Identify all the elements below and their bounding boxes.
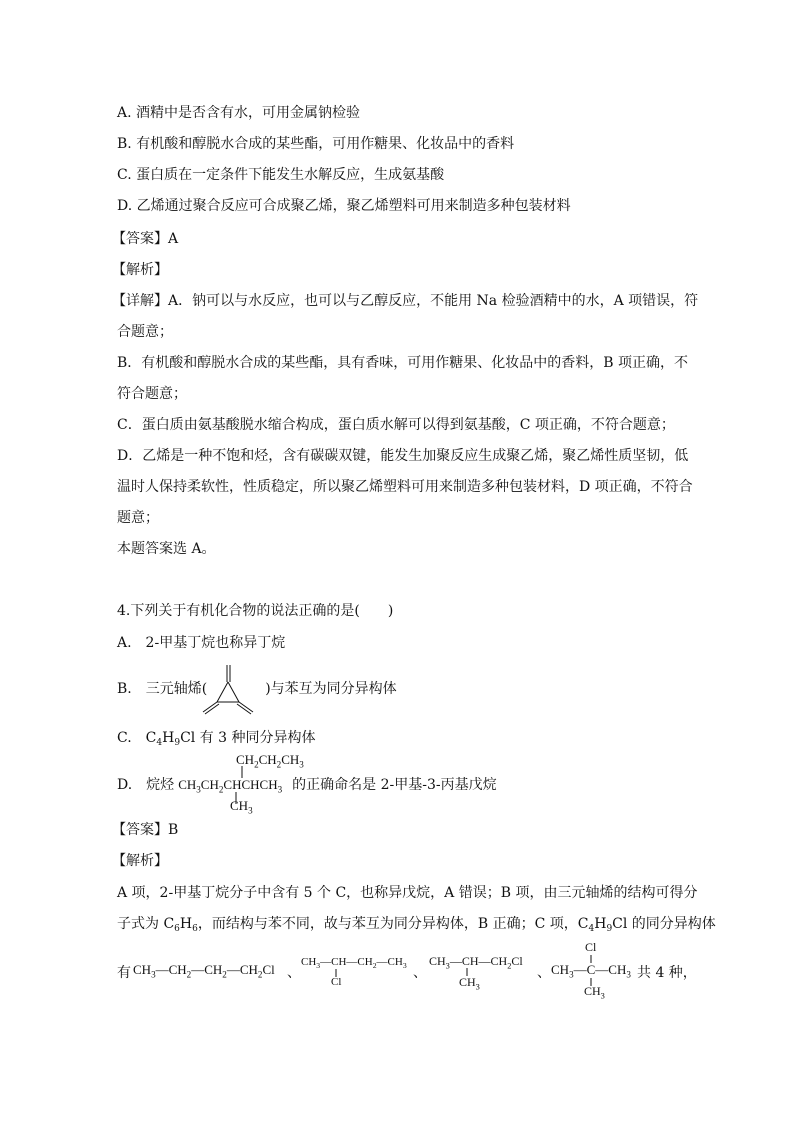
formula-h: H — [162, 730, 175, 746]
text: 子式为 C — [117, 916, 175, 932]
q3-detail-line: 合题意； — [117, 324, 173, 340]
subscript: 6 — [174, 924, 180, 934]
isomer-4-formula: $CH_3—C—CH_3$ — [551, 962, 631, 980]
q3-option-a: A. 酒精中是否含有水，可用金属钠检验 — [117, 105, 361, 121]
isomer-4-top-substituent: Cl — [585, 940, 597, 954]
q4-analysis-heading: 【解析】 — [112, 853, 168, 869]
q4-option-d-suffix: 的正确命名是 2-甲基-3-丙基戊烷 — [292, 777, 497, 793]
q4-option-b-suffix: )与苯互为同分异构体 — [265, 681, 397, 697]
q4-option-c-suffix: Cl 有 3 种同分异构体 — [180, 730, 316, 746]
separator: 、 — [413, 965, 427, 981]
q4-isomers-prefix: 有 — [117, 965, 131, 981]
q4-analysis-line — [117, 915, 716, 938]
q3-detail-line: 符合题意； — [117, 386, 187, 402]
q4-analysis-line: A 项，2-甲基丁烷分子中含有 5 个 C，也称异戊烷，A 错误；B 项，由三元轴烯的结构可得分 — [117, 885, 698, 901]
subscript: 9 — [606, 924, 613, 934]
q4-option-b-prefix: B. 三元轴烯( — [117, 681, 208, 697]
q3-conclusion: 本题答案选 A。 — [117, 541, 216, 557]
isomer-3-formula: $CH_3—CH—CH_2Cl$ — [429, 954, 523, 971]
subscript: 6 — [192, 924, 198, 934]
q3-option-c: C. 蛋白质在一定条件下能发生水解反应，生成氨基酸 — [117, 167, 445, 183]
q3-detail-line: B．有机酸和醇脱水合成的某些酯，具有香味，可用作糖果、化妆品中的香料，B 项正确，不 — [117, 355, 689, 371]
q4-isomers-suffix: 共 4 种， — [637, 965, 697, 981]
q3-detail-line: 题意； — [117, 510, 159, 526]
text: ，而结构与苯不同，故与苯互为同分异构体，B 正确；C 项，C — [197, 916, 589, 932]
text: Cl 的同分异构体 — [612, 916, 716, 932]
isomer-2-substituent: Cl — [331, 976, 342, 988]
subscript: 4 — [588, 924, 595, 934]
q3-option-b: B. 有机酸和醇脱水合成的某些酯，可用作糖果、化妆品中的香料 — [117, 136, 515, 152]
q3-answer: 【答案】A — [112, 231, 179, 247]
q4-answer: 【答案】B — [112, 822, 179, 838]
isomer-4-bottom-substituent: $CH_3$ — [584, 984, 605, 1001]
q3-detail-line: D．乙烯是一种不饱和烃，含有碳碳双键，能发生加聚反应生成聚乙烯，聚乙烯性质坚韧，低 — [117, 448, 689, 464]
radialene-structure-icon — [198, 660, 258, 720]
q3-detail-line: 【详解】A．钠可以与水反应，也可以与乙醇反应，不能用 Na 检验酒精中的水，A 项错误，符 — [112, 293, 699, 309]
q4-option-c — [117, 729, 316, 752]
q4-option-d-branch-top: $CH_2CH_2CH_3$ — [236, 752, 304, 770]
q4-option-d-branch-bottom: $CH_3$ — [230, 798, 253, 816]
q4-option-c-prefix: C. C — [117, 730, 157, 746]
separator: 、 — [537, 965, 551, 981]
q3-analysis-heading: 【解析】 — [112, 262, 168, 278]
formula-h: H — [594, 916, 607, 932]
formula-h: H — [179, 916, 193, 932]
q3-option-d: D. 乙烯通过聚合反应可合成聚乙烯，聚乙烯塑料可用来制造多种包装材料 — [117, 198, 571, 214]
q3-detail-line: 温时人保持柔软性，性质稳定，所以聚乙烯塑料可用来制造多种包装材料，D 项正确，不符合 — [117, 479, 693, 495]
isomer-1-formula: $CH_3—CH_2—CH_2—CH_2Cl$ — [133, 962, 275, 980]
separator: 、 — [287, 965, 301, 981]
q3-detail-line: C．蛋白质由氨基酸脱水缩合构成，蛋白质水解可以得到氨基酸，C 项正确，不符合题意； — [117, 417, 675, 433]
isomer-3-substituent: $CH_3$ — [459, 975, 480, 992]
subscript: 9 — [174, 738, 181, 748]
subscript: 4 — [156, 738, 163, 748]
q4-option-a: A. 2-甲基丁烷也称异丁烷 — [117, 635, 286, 651]
q4-option-d-prefix: D. 烷烃 — [117, 777, 175, 793]
q4-option-d-formula: $CH_3CH_2CHCHCH_3$ — [178, 777, 283, 795]
q4-option-d — [117, 776, 497, 799]
isomer-2-formula: $CH_3—CH—CH_2—CH_3$ — [301, 956, 407, 971]
q4-stem: 4.下列关于有机化合物的说法正确的是( ) — [117, 603, 394, 619]
